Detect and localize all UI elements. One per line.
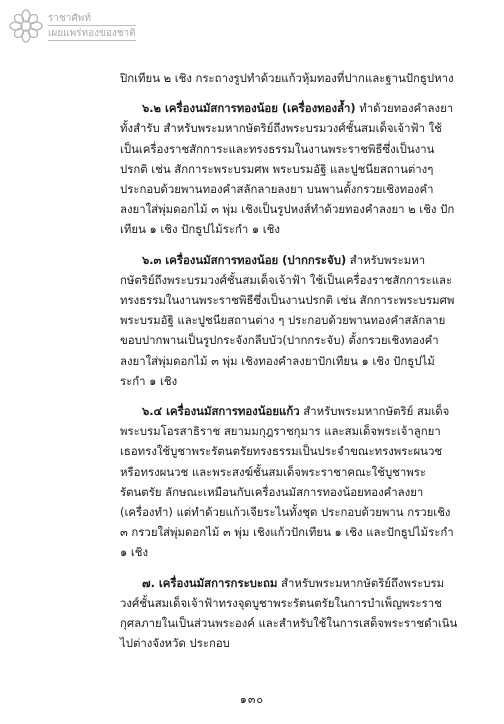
section-text: สำหรับพระมหากษัตริย์ถึงพระบรมวงศ์ชั้นสมเด็จเจ้าฟ้าทรงจุดบูชาพระรัตนตรัยในการบำเพ็ญพระราชกุศลภายในเป็นส่วนพระองค์ และสำหรับใช้ในการเสด็จพระราชดำเนินไปต่างจังหวัด ประกอบ <box>120 575 458 651</box>
page-number: ๑๓๐ <box>239 693 265 706</box>
paragraph-6-4 <box>120 401 458 563</box>
section-heading: ๖.๔ เครื่องนมัสการทองน้อยแก้ว <box>142 404 300 419</box>
header-title <box>48 12 136 41</box>
header-line-1: ราชาศัพท์ <box>48 12 91 24</box>
section-text: สำหรับพระมหากษัตริย์ สมเด็จพระบรมโอรสาธิราช สยามมกุฎราชกุมาร และสมเด็จพระเจ้าลูกยาเธอทรงใช้บูชาพระรัตนตรัยทรงธรรมเป็นประจำขณะทรงพระผนวชหรือทรงผนวช และพระสงฆ์ชั้นสมเด็จพระราชาคณะใช้บูชาพระรัตนตรัย ลักษณะเหมือนกับเครื่องนมัสการทองน้อยทองคำลงยา (เครื่องทำ) แต่ทำด้วยแก้วเจียระไนทั้งชุด ประกอบด้วยพาน กรวยเชิง ๓ กรวยใส่พุ่มดอกไม้ ๓ พุ่ม เชิงแก้วปักเทียน ๑ เชิง และปักธูปไม้ระกำ ๑ เชิง <box>120 404 454 560</box>
paragraph-7 <box>120 573 458 654</box>
section-heading: ๖.๒ เครื่องนมัสการทองน้อย (เครื่องทองล้ำ) <box>142 101 356 116</box>
paragraph-6-2 <box>120 98 458 239</box>
section-text: ทำด้วยทองคำลงยาทั้งสำรับ สำหรับพระมหากษัตริย์ถึงพระบรมวงศ์ชั้นสมเด็จเจ้าฟ้า ใช้เป็นเครื่องราชสักการะและทรงธรรมในงานพระราชพิธีซึ่งเป็นงานปรกติ เช่น สักการะพระบรมศพ พระบรมอัฐิ และปูชนียสถานต่างๆ ประกอบด้วยพานทองคำสลักลายลงยา บนพานตั้งกรวยเชิงทองคำลงยาใส่พุ่มดอกไม้ ๓ พุ่ม เชิงเป็นรูปหงส์ทำด้วยทองคำลงยา ๒ เชิง ปักเทียน ๑ เชิง ปักธูปไม้ระกำ ๑ เชิง <box>120 101 455 237</box>
section-text: สำหรับพระมหากษัตริย์ถึงพระบรมวงศ์ชั้นสมเด็จเจ้าฟ้า ใช้เป็นเครื่องราชสักการะและทรงธรรมในงานพระราชพิธีซึ่งเป็นงานปรกติ เช่น สักการะพระบรมศพ พระบรมอัฐิ และปูชนียสถานต่าง ๆ ประกอบด้วยพานทองคำสลักลาย ขอบปากพานเป็นรูปกระจังกลีบบัว(ปากกระจับ) ตั้งกรวยเชิงทองคำลงยาใส่พุ่มดอกไม้ ๓ พุ่ม เชิงทองคำลงยาปักเทียน ๑ เชิง ปักธูปไม้ระกำ ๑ เชิง <box>120 252 455 388</box>
section-heading: ๖.๓ เครื่องนมัสการทองน้อย (ปากกระจับ) <box>142 252 347 267</box>
body-text <box>120 68 458 653</box>
lotus-emblem-icon <box>8 8 44 44</box>
paragraph-continuation: ปิกเทียน ๒ เชิง กระถางรูปทำด้วยแก้วหุ้มทองที่ปากและฐานปักธูปหาง <box>120 71 454 85</box>
page-header <box>8 6 208 46</box>
section-heading: ๗. เครื่องนมัสการกระบะถม <box>142 575 278 590</box>
header-line-2: เผยแพร่ทองของชาติ <box>48 25 136 41</box>
paragraph-6-3 <box>120 250 458 391</box>
